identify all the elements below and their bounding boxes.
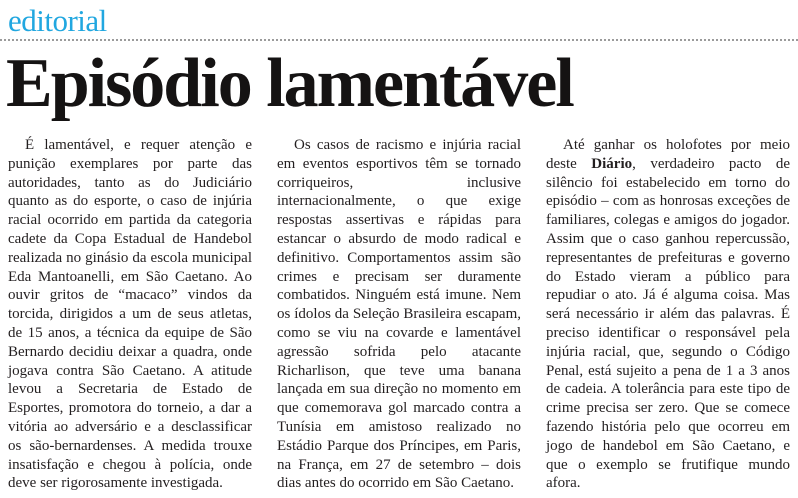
paragraph-3-lead: Até ganhar os holofotes por meio deste [546, 137, 790, 172]
dotted-divider [0, 39, 798, 41]
article-column-2 [277, 136, 521, 493]
section-label: editorial [8, 3, 107, 38]
paragraph-3 [546, 136, 790, 493]
article-body [8, 136, 790, 493]
page-header [8, 3, 790, 41]
article-column-3 [546, 136, 790, 493]
paragraph-2: Os casos de racismo e injúria racial em eventos esportivos têm se tornado corriqueiros, inclusive internacionalmente, o que exige respostas assertivas e rápidas para estancar o absurdo de modo radical e definitivo. Comportamentos assim são crimes e precisam ser duramente combatidos. Ninguém está imune. Nem os ídolos da Seleção Brasileira escapam, como se viu na covarde e lamentável agressão sofrida pelo atacante Richarlison, que teve uma banana lançada em sua direção no momento em que comemorava gol marcado contra a Tunísia em amistoso realizado no Estádio Parque dos Príncipes, em Paris, na França, em 27 de setembro – dois dias antes do ocorrido em São Caetano. [277, 137, 521, 492]
headline: Episódio lamentável [6, 45, 573, 122]
paragraph-3-rest: , verdadeiro pacto de silêncio foi estabelecido em torno do episódio – com as honrosas exceções de familiares, colegas e amigos do jogador. Assim que o caso ganhou repercussão, representantes de prefeituras e governo do Estado vieram a público para repudiar o ato. Já é alguma coisa. Mas será necessário ir além das palavras. É preciso identificar o responsável pela injúria racial, que, segundo o Código Penal, está sujeito a pena de 1 a 3 anos de cadeia. A tolerância para este tipo de crime precisa ser zero. Que se comece fazendo história pelo que ocorreu em jogo de handebol em São Caetano, e que o exemplo se frutifique mundo afora. [546, 155, 790, 492]
article-column-1 [8, 136, 252, 493]
paragraph-1: É lamentável, e requer atenção e punição exemplares por parte das autoridades, tanto as do Judiciário quanto as do esporte, o caso de injúria racial ocorrido em partida da categoria cadete da Copa Estadual de Handebol realizada no ginásio da escola municipal Eda Mantoanelli, em São Caetano. Ao ouvir gritos de “macaco” vindos da torcida, dirigidos a um de seus atletas, de 15 anos, a técnica da equipe de São Bernardo decidiu deixar a quadra, onde jogava contra São Caetano. A atitude levou a Secretaria de Estado de Esportes, promotora do torneio, a dar a vitória ao adversário e a desclassificar os são-bernardenses. A medida trouxe insatisfação e chegou à polícia, onde deve ser rigorosamente investigada. [8, 137, 252, 492]
diario-bold-mention: Diário [591, 155, 633, 172]
